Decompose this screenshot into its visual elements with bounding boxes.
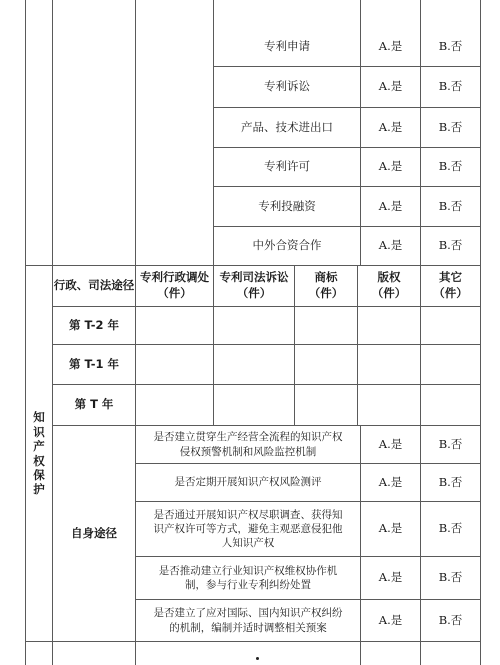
question-text: 是否定期开展知识产权风险测评 (174, 476, 322, 489)
option-yes[interactable]: A.是 (378, 612, 403, 627)
option-yes[interactable]: A.是 (378, 79, 403, 94)
option-no[interactable]: B.否 (438, 474, 463, 489)
option-no[interactable]: B.否 (438, 159, 463, 174)
option-yes[interactable]: A.是 (378, 238, 403, 253)
option-no[interactable]: B.否 (438, 436, 463, 451)
year-label: 第 T-2 年 (69, 317, 119, 332)
year-label: 第 T 年 (74, 397, 114, 412)
option-yes[interactable]: A.是 (378, 159, 403, 174)
option-yes[interactable]: A.是 (378, 521, 403, 536)
divider (135, 0, 136, 265)
option-yes[interactable]: A.是 (378, 570, 403, 585)
option-yes[interactable]: A.是 (378, 38, 403, 53)
table-border-right (480, 0, 481, 665)
question-text: 是否建立了应对国际、国内知识产权纠纷 的机制，编制并适时调整相关预案 (153, 607, 343, 634)
section-label: 知 识 产 权 保 护 (33, 410, 45, 497)
option-yes[interactable]: A.是 (378, 198, 403, 213)
divider (52, 0, 53, 265)
option-no[interactable]: B.否 (438, 238, 463, 253)
item-label: 专利申请 (264, 38, 310, 53)
option-no[interactable]: B.否 (438, 612, 463, 627)
table-border-bottom (25, 641, 480, 642)
option-yes[interactable]: A.是 (378, 474, 403, 489)
column-header: 专利行政调处 （件） (140, 270, 209, 300)
column-header: 商标 （件） (308, 270, 344, 300)
option-yes[interactable]: A.是 (378, 119, 403, 134)
question-text: 是否通过开展知识产权尽职调查、获得知 识产权许可等方式，避免主观恶意侵犯他 人知识产权 (153, 508, 343, 550)
option-no[interactable]: B.否 (438, 521, 463, 536)
item-label: 产品、技术进出口 (241, 119, 333, 134)
item-label: 专利投融资 (258, 198, 316, 213)
row-header: 行政、司法途径 (53, 278, 135, 293)
option-no[interactable]: B.否 (438, 570, 463, 585)
option-yes[interactable]: A.是 (378, 436, 403, 451)
option-no[interactable]: B.否 (438, 119, 463, 134)
question-text: 是否推动建立行业知识产权维权协作机 制，参与行业专利纠纷处置 (158, 564, 338, 591)
option-no[interactable]: B.否 (438, 79, 463, 94)
question-text: 是否建立贯穿生产经营全流程的知识产权 侵权预警机制和风险监控机制 (153, 431, 343, 458)
item-label: 中外合资合作 (252, 238, 322, 253)
year-label: 第 T-1 年 (69, 356, 119, 371)
column-header: 版权 （件） (371, 270, 407, 300)
option-no[interactable]: B.否 (438, 38, 463, 53)
page-mark (256, 657, 259, 660)
column-header: 专利司法诉讼 （件） (219, 270, 289, 300)
column-header: 其它 （件） (433, 270, 468, 300)
item-label: 专利诉讼 (264, 79, 310, 94)
option-no[interactable]: B.否 (438, 198, 463, 213)
item-label: 专利许可 (264, 159, 310, 174)
self-approach-label: 自身途径 (71, 525, 117, 540)
